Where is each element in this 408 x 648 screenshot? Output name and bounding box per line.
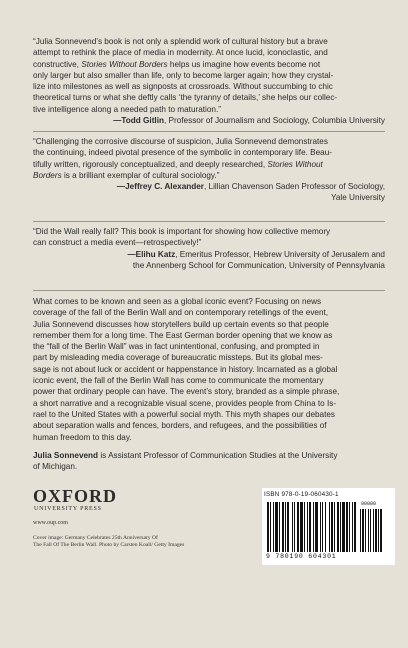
barcode-addon-bar	[370, 509, 371, 552]
description-line: Julia Sonnevend discusses how storytellers build up certain events so that people	[33, 319, 329, 329]
author-line: Julia Sonnevend is Assistant Professor of Communication Studies at the University	[33, 451, 338, 460]
publisher-logo	[33, 487, 129, 513]
barcode-bar	[337, 502, 339, 552]
barcode-bar	[273, 502, 274, 552]
barcode-bar	[342, 502, 345, 552]
barcode-bar	[294, 502, 295, 552]
blurb-line: can construct a media event—retrospectively!”	[33, 238, 202, 248]
divider	[33, 290, 385, 291]
cover-credit-line: The Fall Of The Berlin Wall. Photo by Carsten Koall/ Getty Images	[33, 542, 185, 548]
blurb-attribution-line2: Yale University	[331, 193, 385, 203]
description-line: iconic event, the fall of the Berlin Wall has come to communicate the momentary	[33, 376, 324, 386]
barcode-bar	[315, 502, 318, 552]
barcode-addon-bar	[380, 509, 382, 552]
blurb-attribution: —Todd Gitlin, Professor of Journalism and Sociology, Columbia University	[113, 116, 385, 126]
barcode-addon-bar	[360, 509, 361, 552]
author-bio	[33, 450, 385, 473]
blurb-attribution: —Jeffrey C. Alexander, Lillian Chavenson Saden Professor of Sociology,	[116, 182, 385, 192]
blurb-line: lize into milestones as well as signposts at crossroads. Without succumbing to chic	[33, 82, 333, 92]
author-line: of Michigan.	[33, 462, 78, 472]
barcode-addon-bar	[365, 509, 366, 552]
blurb-attribution-line2: the Annenberg School for Communication, University of Pennsylvania	[132, 260, 385, 270]
barcode-addon-bar	[375, 509, 377, 552]
description-line: power that ordinary people can have. The event’s story, branded as a simple phrase,	[33, 387, 340, 397]
barcode-bar	[292, 502, 293, 552]
divider	[33, 221, 385, 222]
barcode-addon-bar	[368, 509, 369, 552]
barcode-bar	[309, 502, 311, 552]
blurb-line: attempt to rethink the place of media in modernity. At once lucid, iconoclastic, and	[33, 48, 328, 58]
barcode-bar	[304, 502, 305, 552]
blurb-line: the continuing, indeed pivotal presence of the symbolic in contemporary life. Beau-	[33, 148, 333, 158]
barcode-bar	[331, 502, 333, 552]
barcode-bar	[300, 502, 303, 552]
blurb-line: tifully written, rigorously conceptualized, and deeply researched, Stories Without	[33, 159, 323, 169]
barcode-bar	[267, 502, 269, 552]
barcode-box	[262, 488, 395, 565]
barcode-bar	[329, 502, 330, 552]
price-addon: 90000	[361, 501, 377, 507]
description-line: part by misleading media coverage of bureaucratic missteps. But its global mes-	[33, 353, 323, 363]
description-line: sage is not about luck or accident or happenstance in history. Incarnated as a global	[33, 364, 338, 374]
publisher-name: OXFORD	[33, 486, 117, 506]
blurb-attribution: —Elihu Katz, Emeritus Professor, Hebrew University of Jerusalem and	[127, 249, 385, 259]
description-line: remember them for a long time. The East German border opening that we know as	[33, 330, 333, 340]
blurb-line: theoretical turns or what she deftly calls ‘the tyranny of details,’ she helps our collec-	[33, 93, 338, 103]
barcode-bar	[285, 502, 286, 552]
barcode-digits: 9 780190 604301	[266, 553, 337, 560]
blurb-line: “Did the Wall really fall? This book is important for showing how collective memory	[33, 227, 331, 236]
barcode-bar	[270, 502, 271, 552]
barcode-bar	[275, 502, 278, 552]
barcode-bar	[297, 502, 299, 552]
blurb-gitlin	[33, 36, 385, 126]
publisher-sub: UNIVERSITY PRESS	[34, 506, 102, 512]
cover-credit	[33, 535, 184, 549]
barcode-bar	[279, 502, 280, 552]
description-line: coverage of the fall of the Berlin Wall and on contemporary retellings of the event,	[33, 308, 329, 318]
barcode-bar	[325, 502, 326, 552]
barcode-bar	[320, 502, 321, 552]
blurb-line: tive intelligence along a needed path to maturation.”	[33, 104, 221, 114]
barcode-bar	[354, 502, 356, 552]
publisher-url: www.oup.com	[33, 520, 68, 526]
blurb-line: “Julia Sonnevend’s book is not only a splendid work of cultural history but a brave	[33, 37, 328, 46]
barcode-bar	[322, 502, 323, 552]
isbn-label: ISBN 978-0-19-060430-1	[264, 491, 339, 498]
blurb-katz	[33, 226, 385, 271]
description-line: human freedom to this day.	[33, 432, 132, 442]
cover-credit-line: Cover image: Germany Celebrates 25th Anniversary Of	[33, 535, 158, 541]
description-line: What comes to be known and seen as a global iconic event? Focusing on news	[33, 297, 322, 306]
blurb-line: Borders is a brilliant exemplar of cultural sociology.”	[33, 170, 220, 180]
divider	[33, 131, 385, 132]
barcode-bar	[352, 502, 353, 552]
barcode-bar	[313, 502, 314, 552]
description-line: rael to the United States with a powerful social myth. This myth shapes our debates	[33, 409, 336, 419]
barcode-bar	[307, 502, 308, 552]
blurb-line: only larger but also smaller than life, only to become larger again; how they crystal-	[33, 70, 334, 80]
blurb-line: constructive, Stories Without Borders helps us imagine how events become not	[33, 59, 321, 69]
description-line: a short narrative and a recognizable visual scene, provides people from China to Is-	[33, 398, 337, 408]
description-line: the “fall of the Berlin Wall” was in fact unintentional, confusing, and prompted in	[33, 342, 320, 352]
book-description	[33, 296, 385, 443]
barcode-bar	[282, 502, 284, 552]
barcode-bar	[287, 502, 289, 552]
barcode-addon-bar	[362, 509, 364, 552]
description-line: about separation walls and fences, borders, and refugees, and the possibilities of	[33, 421, 327, 431]
barcode-bar	[334, 502, 335, 552]
blurb-line: “Challenging the corrosive discourse of suspicion, Julia Sonnevend demonstrates	[33, 137, 328, 146]
barcode-bar	[349, 502, 350, 552]
blurb-alexander	[33, 136, 385, 204]
barcode-bar	[340, 502, 341, 552]
barcode-addon-bar	[373, 509, 374, 552]
barcode-bar	[346, 502, 348, 552]
barcode-addon-bar	[378, 509, 379, 552]
